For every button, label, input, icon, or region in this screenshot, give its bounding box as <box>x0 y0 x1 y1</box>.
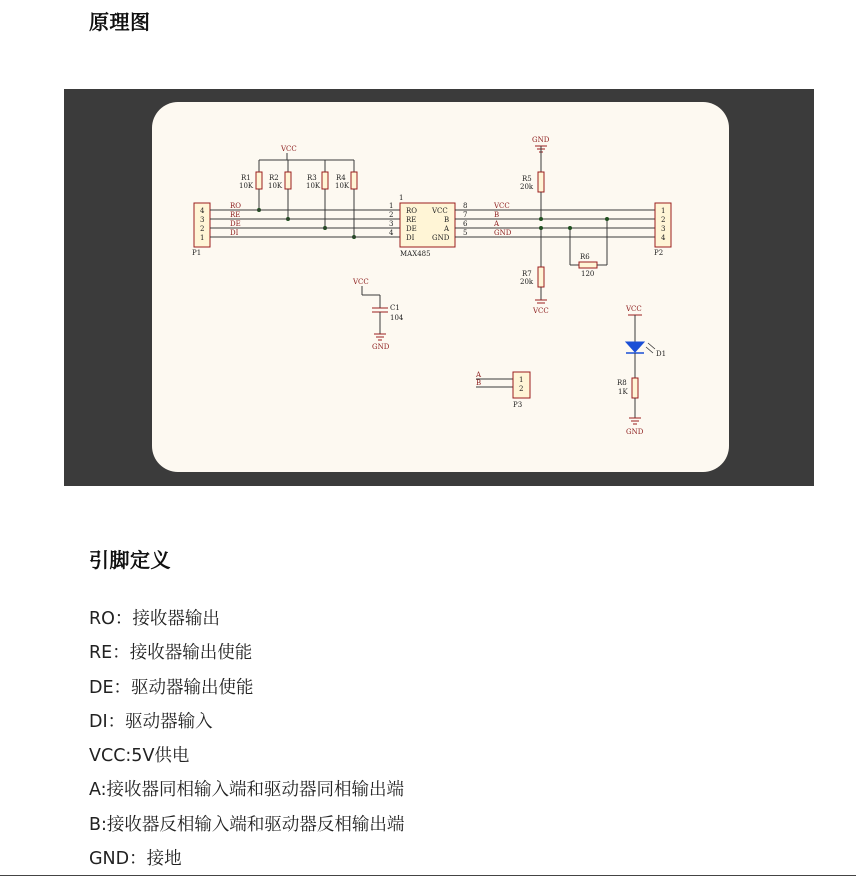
schematic-board <box>152 102 729 472</box>
svg-text:A: A <box>444 225 450 233</box>
svg-text:6: 6 <box>463 220 468 228</box>
pin-de-definition: DE：驱动器输出使能 <box>89 677 254 698</box>
svg-text:GND: GND <box>432 234 450 242</box>
svg-text:P2: P2 <box>654 249 664 257</box>
svg-text:B: B <box>476 379 482 387</box>
svg-text:DI: DI <box>230 229 239 237</box>
r7 <box>520 228 549 315</box>
connector-p3 <box>475 371 530 409</box>
svg-text:1: 1 <box>200 234 205 242</box>
svg-text:R5: R5 <box>522 175 532 183</box>
svg-text:2: 2 <box>389 211 394 219</box>
svg-text:R4: R4 <box>336 174 346 182</box>
svg-text:10K: 10K <box>335 182 350 190</box>
r1 <box>239 160 262 210</box>
connector-p1 <box>192 203 210 257</box>
svg-text:DE: DE <box>406 225 417 233</box>
svg-text:RO: RO <box>406 207 418 215</box>
svg-text:R2: R2 <box>269 174 279 182</box>
svg-text:20k: 20k <box>520 278 534 286</box>
svg-text:VCC: VCC <box>626 305 642 313</box>
svg-text:R8: R8 <box>617 379 627 387</box>
svg-text:GND: GND <box>532 136 550 144</box>
svg-text:1K: 1K <box>618 388 628 396</box>
pin-re-definition: RE：接收器输出使能 <box>89 643 253 664</box>
svg-text:2: 2 <box>519 385 524 393</box>
svg-text:104: 104 <box>390 314 404 322</box>
svg-text:20k: 20k <box>520 183 534 191</box>
svg-text:5: 5 <box>463 229 468 237</box>
r3 <box>306 160 328 228</box>
svg-text:R3: R3 <box>307 174 317 182</box>
svg-text:R6: R6 <box>580 253 590 261</box>
bottom-divider <box>0 875 856 876</box>
svg-text:1: 1 <box>519 376 524 384</box>
svg-text:GND: GND <box>494 229 512 237</box>
svg-text:8: 8 <box>463 202 468 210</box>
svg-text:1: 1 <box>661 207 666 215</box>
svg-text:DE: DE <box>230 220 241 228</box>
svg-text:4: 4 <box>661 234 666 242</box>
svg-text:R7: R7 <box>522 270 532 278</box>
svg-text:4: 4 <box>389 229 394 237</box>
svg-text:1: 1 <box>399 194 404 202</box>
svg-text:2: 2 <box>200 225 205 233</box>
pin-di-definition: DI：驱动器输入 <box>89 711 213 732</box>
svg-text:VCC: VCC <box>494 202 510 210</box>
pin-definition-heading: 引脚定义 <box>89 548 171 572</box>
svg-text:C1: C1 <box>390 304 400 312</box>
svg-text:10K: 10K <box>306 182 321 190</box>
svg-text:4: 4 <box>200 207 205 215</box>
ic-max485 <box>399 194 455 258</box>
pin-gnd-definition: GND：接地 <box>89 849 182 870</box>
svg-text:VCC: VCC <box>432 207 448 215</box>
schematic-heading: 原理图 <box>89 10 151 34</box>
pin-vcc-definition: VCC:5V供电 <box>89 746 190 767</box>
svg-text:A: A <box>476 371 482 379</box>
pin-b-definition: B:接收器反相输入端和驱动器反相输出端 <box>89 814 405 835</box>
connector-p2 <box>654 203 671 257</box>
svg-text:D1: D1 <box>656 350 667 358</box>
schematic-panel <box>64 89 814 486</box>
svg-text:3: 3 <box>661 225 666 233</box>
svg-text:3: 3 <box>389 220 394 228</box>
svg-text:7: 7 <box>463 211 468 219</box>
svg-text:B: B <box>494 211 500 219</box>
capacitor-c1 <box>352 278 404 351</box>
pin-definition-list <box>89 602 404 876</box>
svg-text:DI: DI <box>406 234 415 242</box>
svg-text:P1: P1 <box>192 249 202 257</box>
pin-a-definition: A:接收器同相输入端和驱动器同相输出端 <box>89 780 405 801</box>
svg-text:VCC: VCC <box>533 307 549 315</box>
svg-text:B: B <box>444 216 450 224</box>
svg-text:2: 2 <box>661 216 666 224</box>
svg-text:RE: RE <box>406 216 417 224</box>
svg-text:3: 3 <box>200 216 205 224</box>
svg-text:1: 1 <box>389 202 394 210</box>
svg-text:GND: GND <box>372 343 390 351</box>
svg-text:R1: R1 <box>241 174 251 182</box>
r5 <box>520 136 550 219</box>
svg-text:10K: 10K <box>268 182 283 190</box>
svg-text:VCC: VCC <box>353 278 369 286</box>
r4 <box>335 160 357 237</box>
led-d1 <box>617 305 666 436</box>
svg-text:120: 120 <box>581 270 595 278</box>
pin-ro-definition: RO：接收器输出 <box>89 609 220 629</box>
vcc-label-top: VCC <box>281 145 297 153</box>
svg-text:A: A <box>494 220 500 228</box>
svg-text:MAX485: MAX485 <box>400 250 431 258</box>
svg-text:RE: RE <box>230 211 241 219</box>
schematic-diagram <box>152 102 729 472</box>
svg-text:P3: P3 <box>513 401 523 409</box>
svg-text:RO: RO <box>230 202 242 210</box>
svg-text:GND: GND <box>626 428 644 436</box>
svg-text:10K: 10K <box>239 182 254 190</box>
